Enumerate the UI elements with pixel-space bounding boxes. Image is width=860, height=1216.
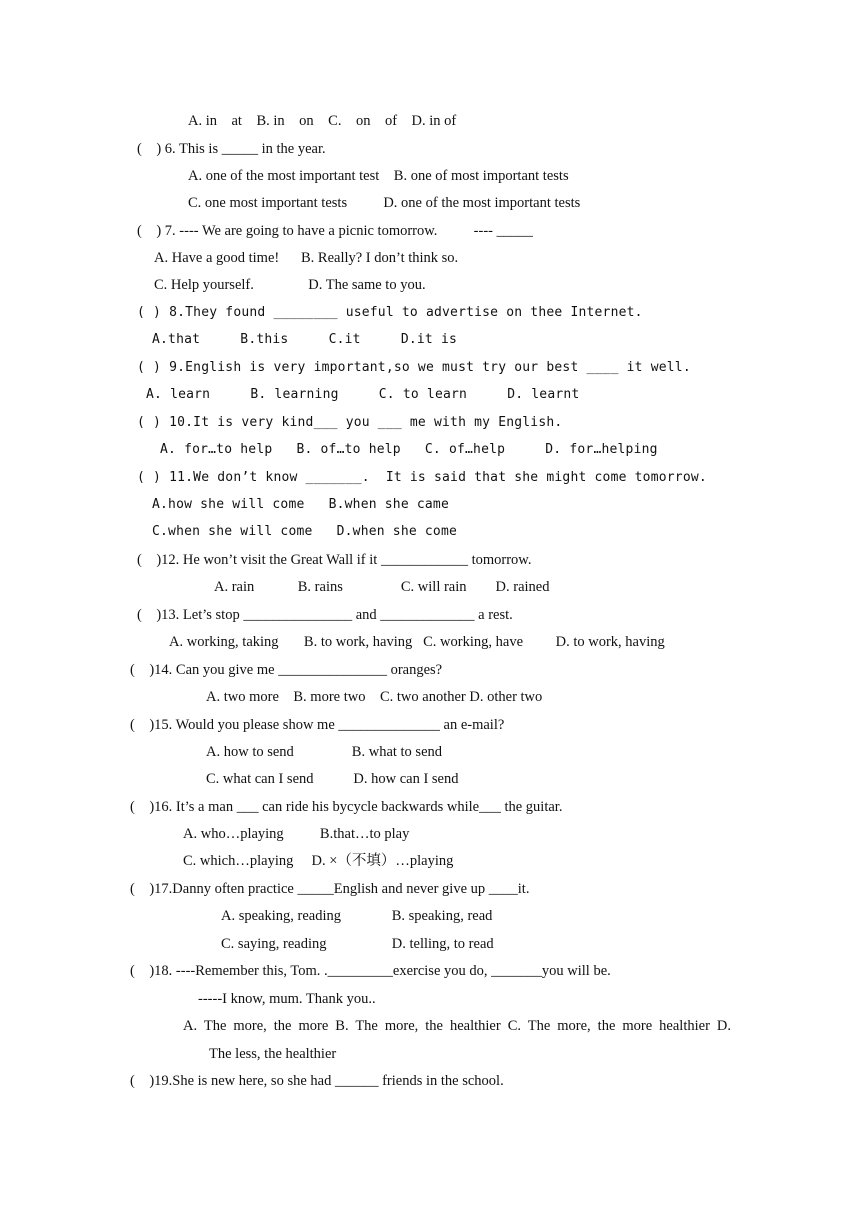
q15-options-ab: A. how to send B. what to send [206, 744, 443, 760]
question-17: ( )17.Danny often practice _____English and never give up ____it. [130, 881, 530, 897]
q5-options: A. in at B. in on C. on of D. in of [188, 113, 457, 129]
q11-options-cd: C.when she will come D.when she come [152, 524, 458, 539]
question-12: ( )12. He won’t visit the Great Wall if it ____________ tomorrow. [137, 552, 532, 568]
q7-options-cd: C. Help yourself. D. The same to you. [154, 277, 426, 293]
q16-options-ab: A. who…playing B.that…to play [183, 826, 410, 842]
q6-options-cd: C. one most important tests D. one of the most important tests [188, 195, 581, 211]
q6-options-ab: A. one of the most important test B. one of most important tests [188, 168, 569, 184]
q11-options-ab: A.how she will come B.when she came [152, 497, 449, 512]
question-9: ( ) 9.English is very important,so we must try our best ____ it well. [137, 360, 691, 375]
q10-options: A. for…to help B. of…to help C. of…help D. for…helping [160, 442, 658, 457]
q15-options-cd: C. what can I send D. how can I send [206, 771, 459, 787]
q17-options-ab: A. speaking, reading B. speaking, read [221, 908, 493, 924]
q9-options: A. learn B. learning C. to learn D. learnt [146, 387, 580, 402]
question-16: ( )16. It’s a man ___ can ride his bycycle backwards while___ the guitar. [130, 799, 563, 815]
q18-reply: -----I know, mum. Thank you.. [198, 991, 376, 1007]
question-8: ( ) 8.They found ________ useful to advertise on thee Internet. [137, 305, 643, 320]
q14-options: A. two more B. more two C. two another D. other two [206, 689, 543, 705]
question-14: ( )14. Can you give me _______________ oranges? [130, 662, 443, 678]
q18-options-line1: A. The more, the more B. The more, the healthier C. The more, the more healthier D. [183, 1018, 731, 1034]
question-19: ( )19.She is new here, so she had ______ friends in the school. [130, 1073, 504, 1089]
question-6: ( ) 6. This is _____ in the year. [137, 141, 326, 157]
q17-options-cd: C. saying, reading D. telling, to read [221, 936, 494, 952]
q12-options: A. rain B. rains C. will rain D. rained [214, 579, 550, 595]
question-18: ( )18. ----Remember this, Tom. ._________exercise you do, _______you will be. [130, 963, 611, 979]
question-7: ( ) 7. ---- We are going to have a picnic tomorrow. ---- _____ [137, 223, 533, 239]
question-11: ( ) 11.We don’t know _______. It is said that she might come tomorrow. [137, 470, 707, 485]
question-13: ( )13. Let’s stop _______________ and _____________ a rest. [137, 607, 513, 623]
question-10: ( ) 10.It is very kind___ you ___ me with my English. [137, 415, 563, 430]
q8-options: A.that B.this C.it D.it is [152, 332, 458, 347]
q18-options-line2: The less, the healthier [209, 1046, 337, 1062]
q7-options-ab: A. Have a good time! B. Really? I don’t think so. [154, 250, 459, 266]
q16-options-cd: C. which…playing D. ×（不填）…playing [183, 853, 454, 869]
question-15: ( )15. Would you please show me ______________ an e-mail? [130, 717, 505, 733]
q13-options: A. working, taking B. to work, having C. working, have D. to work, having [169, 634, 665, 650]
